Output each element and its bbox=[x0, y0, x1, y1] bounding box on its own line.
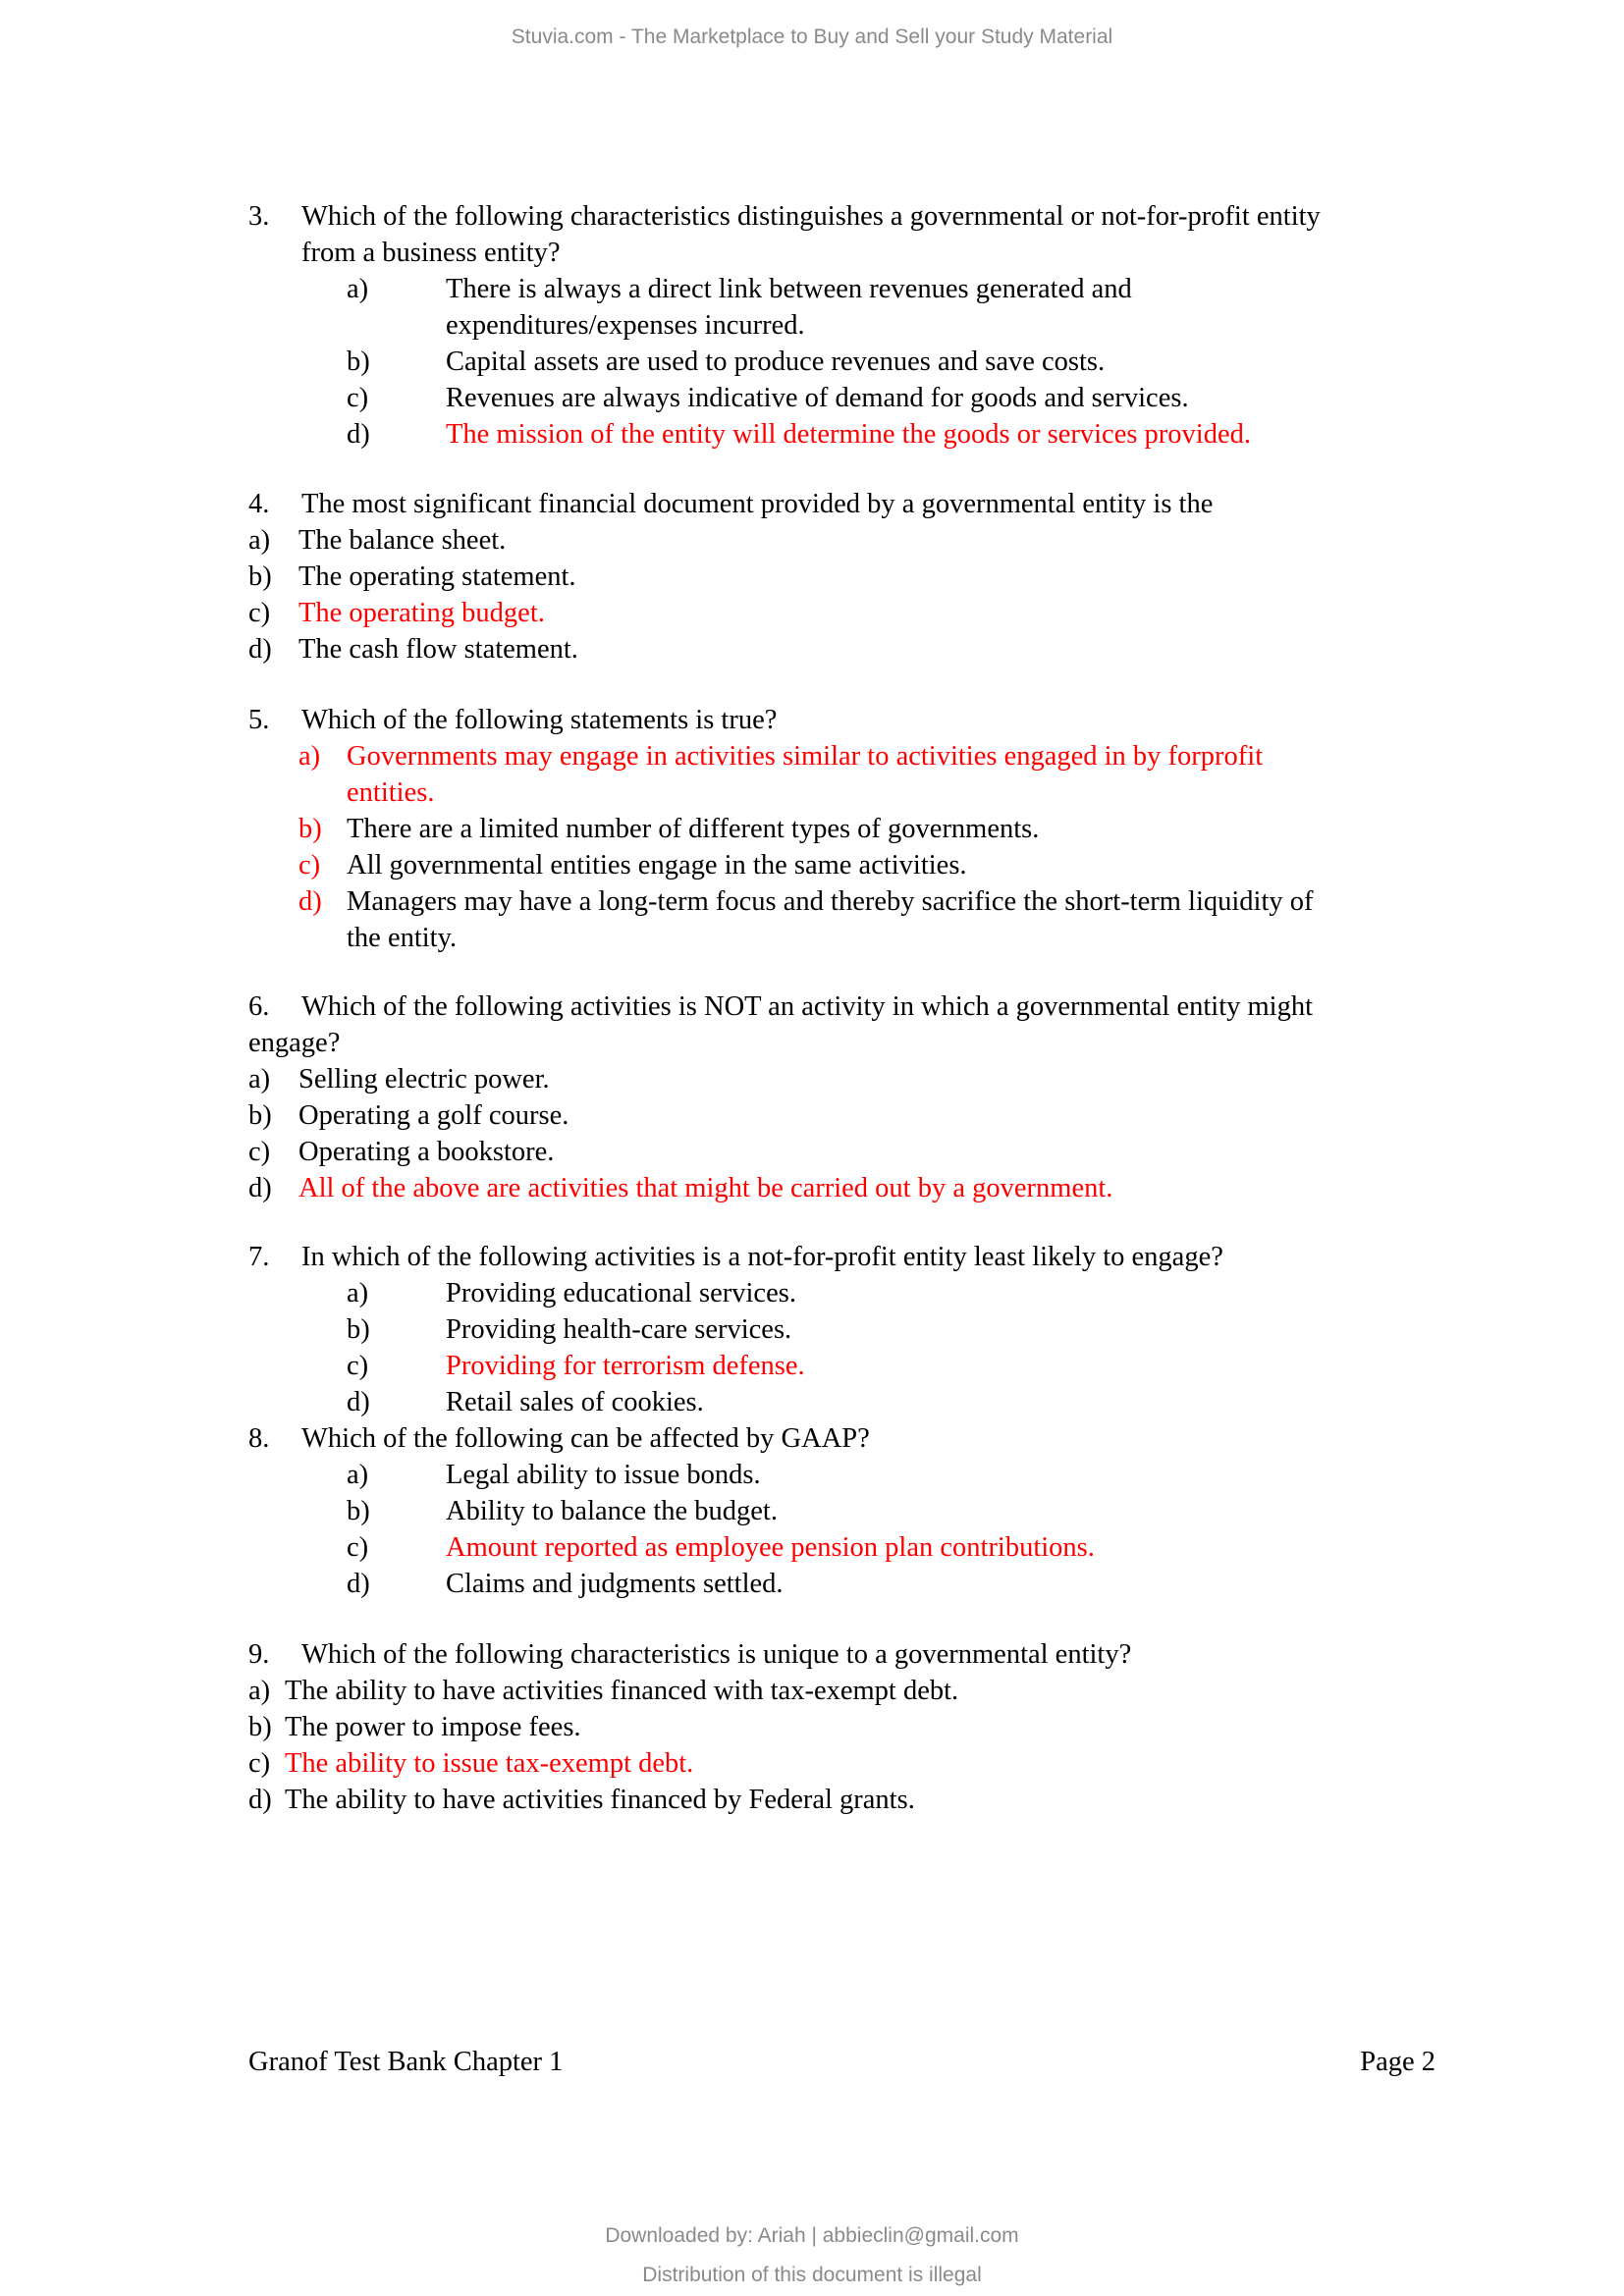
footer-title: Granof Test Bank Chapter 1 bbox=[248, 2047, 564, 2077]
question-text: Which of the following can be affected by GAAP? bbox=[301, 1423, 870, 1454]
option-label: c) bbox=[347, 1351, 369, 1381]
question-text: In which of the following activities is a not-for-profit entity least likely to engage? bbox=[301, 1242, 1223, 1272]
question-text: Which of the following activities is NOT an activity in which a governmental entity might bbox=[301, 991, 1313, 1022]
question-text: Which of the following characteristics is unique to a governmental entity? bbox=[301, 1639, 1132, 1670]
option-label: a) bbox=[347, 1460, 369, 1490]
option-label: c) bbox=[298, 850, 321, 881]
option-text: There is always a direct link between revenues generated and bbox=[446, 274, 1132, 304]
option-label: b) bbox=[248, 1100, 272, 1131]
option-label: d) bbox=[248, 1173, 272, 1203]
correct-answer-text: The ability to issue tax-exempt debt. bbox=[285, 1748, 694, 1779]
option-label: b) bbox=[347, 347, 370, 377]
option-label: a) bbox=[347, 1278, 369, 1308]
option-text: The power to impose fees. bbox=[285, 1712, 581, 1742]
option-text: Operating a bookstore. bbox=[298, 1137, 555, 1167]
downloaded-by: Downloaded by: Ariah | abbieclin@gmail.com bbox=[605, 2224, 1019, 2247]
question-text: from a business entity? bbox=[301, 238, 561, 268]
option-label: a) bbox=[248, 1676, 271, 1706]
page-number: Page 2 bbox=[1360, 2047, 1435, 2077]
correct-answer-text: Amount reported as employee pension plan contributions. bbox=[446, 1532, 1095, 1563]
option-label: d) bbox=[347, 419, 370, 450]
option-label: d) bbox=[347, 1569, 370, 1599]
correct-answer-text: Providing for terrorism defense. bbox=[446, 1351, 805, 1381]
option-label: a) bbox=[248, 1064, 271, 1095]
option-label: c) bbox=[248, 1748, 271, 1779]
option-label: a) bbox=[298, 741, 321, 772]
option-text: The operating statement. bbox=[298, 561, 576, 592]
correct-answer-text: All of the above are activities that might be carried out by a government. bbox=[298, 1173, 1113, 1203]
option-text: Providing health-care services. bbox=[446, 1314, 792, 1345]
option-text: All governmental entities engage in the same activities. bbox=[347, 850, 967, 881]
option-text: The cash flow statement. bbox=[298, 634, 578, 665]
option-text: Claims and judgments settled. bbox=[446, 1569, 784, 1599]
option-label: c) bbox=[248, 1137, 271, 1167]
question-number: 5. bbox=[248, 705, 270, 735]
option-label: c) bbox=[347, 1532, 369, 1563]
option-label: c) bbox=[248, 598, 271, 628]
question-text: engage? bbox=[248, 1028, 341, 1058]
correct-answer-text: entities. bbox=[347, 777, 435, 808]
question-text: Which of the following characteristics distinguishes a governmental or not-for-profit entity bbox=[301, 201, 1321, 232]
option-label: d) bbox=[248, 634, 272, 665]
correct-answer-text: Governments may engage in activities similar to activities engaged in by forprofit bbox=[347, 741, 1264, 772]
question-number: 9. bbox=[248, 1639, 270, 1670]
question-number: 6. bbox=[248, 991, 270, 1022]
option-label: a) bbox=[347, 274, 369, 304]
option-text: Managers may have a long-term focus and thereby sacrifice the short-term liquidity of bbox=[347, 886, 1314, 917]
question-text: The most significant financial document provided by a governmental entity is the bbox=[301, 489, 1214, 519]
option-label: d) bbox=[347, 1387, 370, 1417]
option-text: Retail sales of cookies. bbox=[446, 1387, 704, 1417]
option-text: Capital assets are used to produce revenues and save costs. bbox=[446, 347, 1106, 377]
option-label: b) bbox=[347, 1496, 370, 1526]
option-label: a) bbox=[248, 525, 271, 556]
question-number: 4. bbox=[248, 489, 270, 519]
option-text: Legal ability to issue bonds. bbox=[446, 1460, 761, 1490]
option-text: Revenues are always indicative of demand for goods and services. bbox=[446, 383, 1189, 413]
option-text: The ability to have activities financed by Federal grants. bbox=[285, 1785, 915, 1815]
option-text: the entity. bbox=[347, 923, 458, 953]
option-text: The ability to have activities financed with tax-exempt debt. bbox=[285, 1676, 959, 1706]
option-text: expenditures/expenses incurred. bbox=[446, 310, 805, 341]
option-label: b) bbox=[248, 1712, 272, 1742]
option-label: d) bbox=[298, 886, 322, 917]
question-text: Which of the following statements is true? bbox=[301, 705, 778, 735]
option-label: d) bbox=[248, 1785, 272, 1815]
site-header: Stuvia.com - The Marketplace to Buy and Sell your Study Material bbox=[511, 26, 1113, 48]
option-text: The balance sheet. bbox=[298, 525, 507, 556]
question-number: 8. bbox=[248, 1423, 270, 1454]
question-number: 3. bbox=[248, 201, 270, 232]
option-text: Selling electric power. bbox=[298, 1064, 550, 1095]
option-label: b) bbox=[248, 561, 272, 592]
option-text: Ability to balance the budget. bbox=[446, 1496, 778, 1526]
option-label: b) bbox=[298, 814, 322, 844]
option-text: Providing educational services. bbox=[446, 1278, 796, 1308]
correct-answer-text: The mission of the entity will determine the goods or services provided. bbox=[446, 419, 1251, 450]
option-text: There are a limited number of different types of governments. bbox=[347, 814, 1040, 844]
option-label: b) bbox=[347, 1314, 370, 1345]
option-label: c) bbox=[347, 383, 369, 413]
correct-answer-text: The operating budget. bbox=[298, 598, 545, 628]
distribution-notice: Distribution of this document is illegal bbox=[642, 2264, 982, 2286]
option-text: Operating a golf course. bbox=[298, 1100, 569, 1131]
question-number: 7. bbox=[248, 1242, 270, 1272]
